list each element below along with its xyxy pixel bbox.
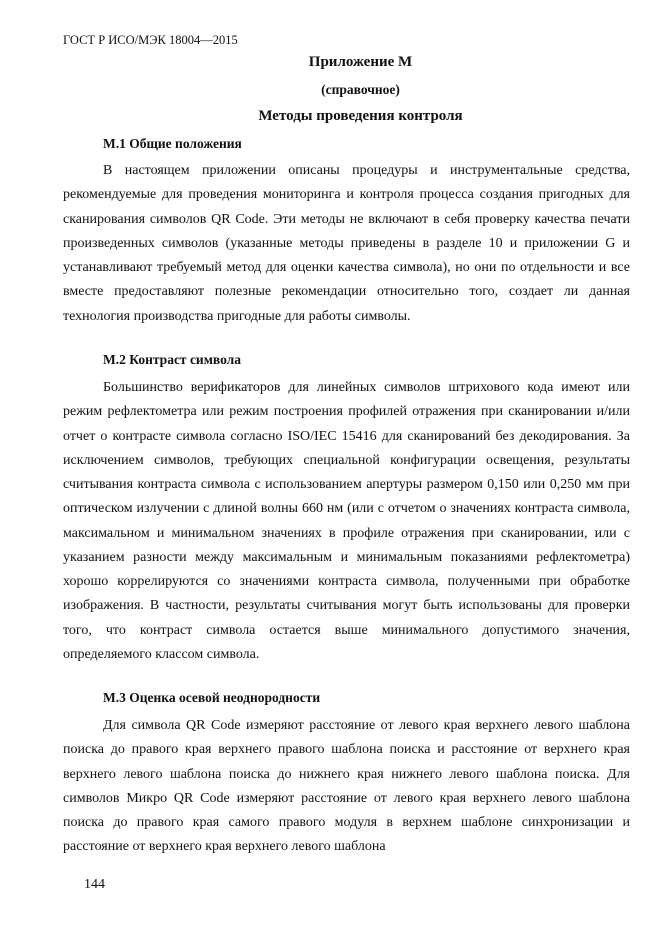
appendix-type: (справочное) — [321, 82, 400, 97]
section-heading-m2: М.2 Контраст символа — [103, 352, 241, 367]
section-text-m3: Для символа QR Code измеряют расстояние от левого края верхнего левого шаблона поиска до правого края верхнего правого шаблона поиска и расстояние от верхнего края верхнего левого шаблона поиска до нижнего края нижнего левого шаблона поиска. Для символов Микро QR Code измеряют расстояние от левого края верхнего левого шаблона поиска до правого края самого правого модуля в верхнем шаблоне синхронизации и расстояние от верхнего края верхнего левого шаблона — [63, 718, 630, 855]
appendix-heading: Методы проведения контроля — [258, 108, 463, 124]
section-heading-m1: М.1 Общие положения — [103, 136, 242, 151]
section-text-m2: Большинство верификаторов для линейных символов штрихового кода имеют или режим рефлектометра или режим построения профилей отражения при сканировании и/или отчет о контрасте символа согласно ISO/IEC 15416 для сканирований без декодирования. За исключением символов, требующих специальной конфигурации освещения, результаты считывания контраста символа с использованием апертуры размером 0,150 или 0,250 мм при оптическом излучении с длиной волны 660 нм (или с отчетом о значениях контраста символа, максимальном и минимальном значениях в профиле отражения при сканировании, или с указанием разности между максимальным и минимальным показаниями рефлектометра) хорошо коррелируются со значениями контраста символа, полученными при обработке изображения. В частности, результаты считывания могут быть использованы для проверки того, что контраст символа остается выше минимального допустимого значения, определяемого классом символа. — [63, 380, 630, 662]
section-text-m1: В настоящем приложении описаны процедуры и инструментальные средства, рекомендуемые для проведения мониторинга и контроля процесса создания пригодных для сканирования символов QR Code. Эти методы не включают в себя проверку качества печати произведенных символов (указанные методы приведены в разделе 10 и приложении G и устанавливают требуемый метод для оценки качества символа), но они по отдельности и все вместе предоставляют полезные рекомендации относительно того, создает ли данная технология производства пригодные для работы символы. — [63, 163, 630, 324]
section-heading-m3: М.3 Оценка осевой неоднородности — [103, 690, 321, 705]
page-number: 144 — [84, 877, 105, 892]
appendix-title: Приложение М — [308, 54, 413, 70]
running-header: ГОСТ Р ИСО/МЭК 18004—2015 — [63, 33, 238, 47]
